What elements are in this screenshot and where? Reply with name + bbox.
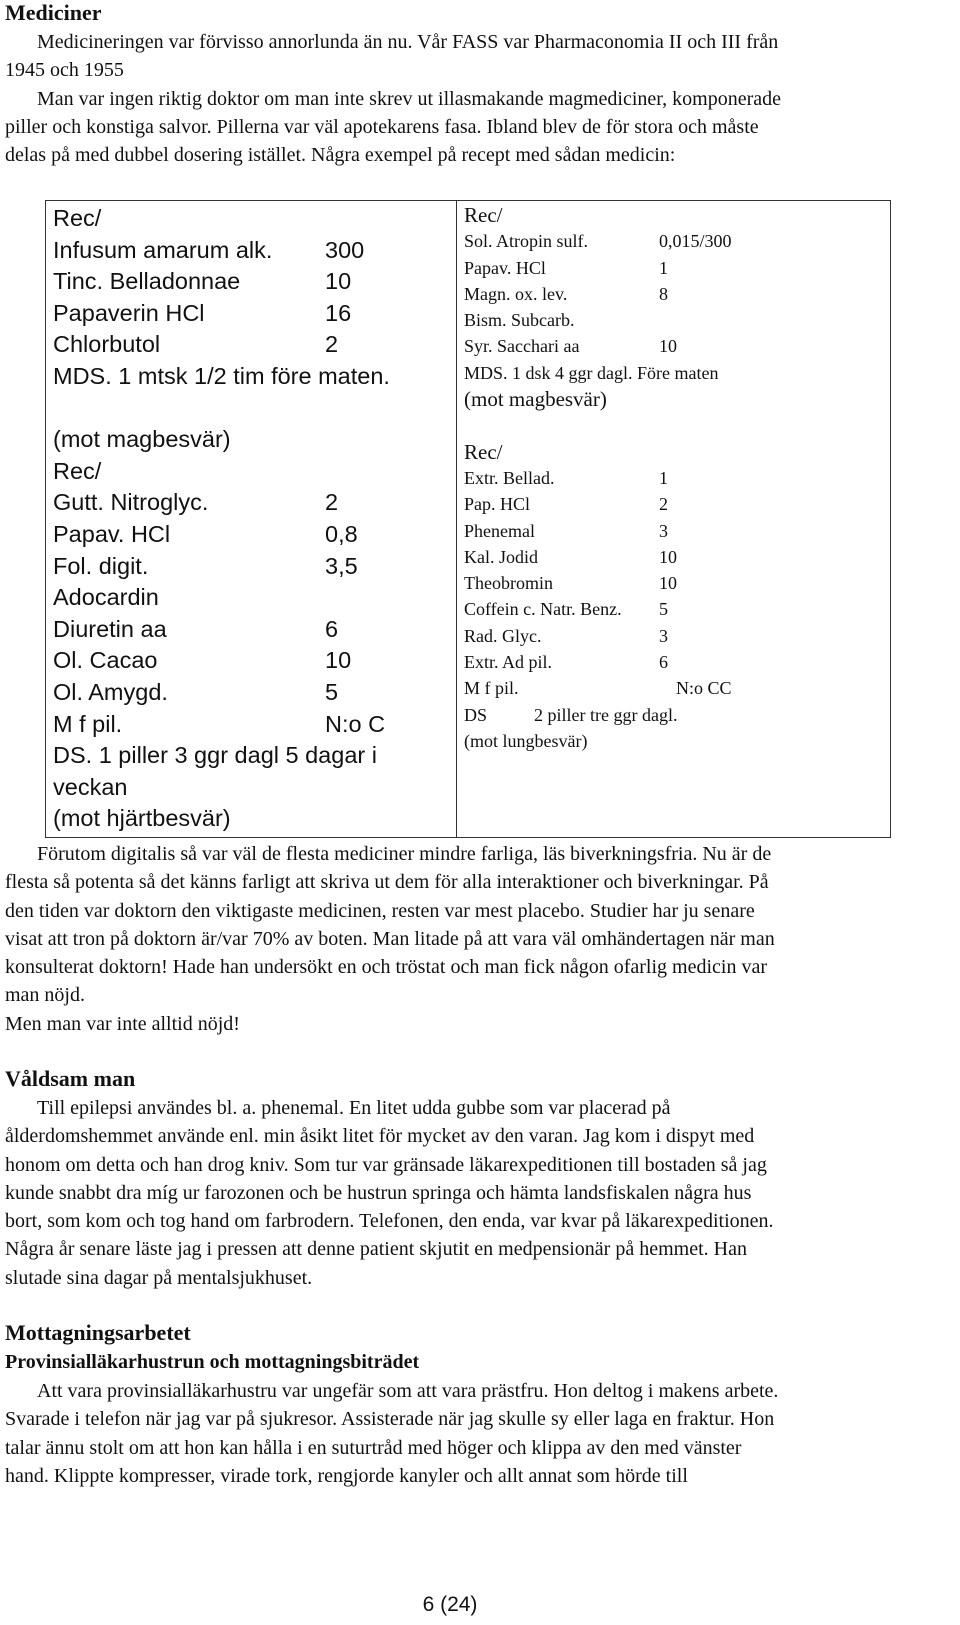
prescription-line	[46, 772, 456, 804]
text-line: delas på med dubbel dosering istället. Några exempel på recept med sådan medicin:	[5, 144, 676, 167]
prescription-item: Diuretin aa	[53, 615, 167, 642]
text-line: Några år senare läste jag i pressen att denne patient skjutit en medpensionär på hemmet. Han	[5, 1238, 747, 1261]
paragraph-intro	[5, 28, 955, 169]
text-line: honom om detta och han drog kniv. Som tur var gränsade läkarexpeditionen till bostaden så jag	[5, 1153, 767, 1176]
prescription-table	[45, 200, 891, 838]
prescription-line	[457, 544, 890, 570]
heading-mottagningsarbetet: Mottagningsarbetet	[5, 1320, 191, 1345]
prescription-line	[46, 709, 456, 741]
prescription-amount: 8	[659, 283, 668, 304]
prescription-line	[457, 333, 890, 359]
prescription-line	[457, 307, 890, 333]
text-line: kunde snabbt dra míg ur farozonen och be hustrun springa och hämta landsfiskalen några hus	[5, 1181, 752, 1204]
text-line: ålderdomshemmet använde enl. min åsikt litet för mycket av den varan. Jag kom i dispyt med	[5, 1125, 755, 1148]
prescription-amount: 5	[325, 678, 339, 705]
text-line: bort, som kom och tog hand om farbrodern. Telefonen, den enda, var kvar på läkarexpeditionen.	[5, 1210, 774, 1233]
prescription-amount: 0,015/300	[659, 231, 732, 252]
prescription-item: MDS. 1 dsk 4 ggr dagl. Före maten	[464, 362, 719, 383]
prescription-amount: 6	[325, 615, 339, 642]
prescription-line	[457, 439, 890, 465]
text-line: flesta så potenta så det känns farligt att skriva ut dem för alla interaktioner och biverkningar. På	[5, 871, 769, 894]
heading-mediciner: Mediciner	[5, 0, 102, 25]
prescription-item: Adocardin	[53, 584, 159, 611]
prescription-amount: 2	[325, 489, 339, 516]
prescription-item: Infusum amarum alk.	[53, 236, 273, 263]
prescription-amount: 10	[659, 546, 677, 567]
prescription-amount: 3	[659, 520, 668, 541]
prescription-line	[46, 235, 456, 267]
prescription-line	[46, 645, 456, 677]
text-line: Men man var inte alltid nöjd!	[5, 1012, 240, 1035]
prescription-line	[46, 740, 456, 772]
prescription-line	[46, 424, 456, 456]
prescription-item: Extr. Ad pil.	[464, 652, 553, 673]
prescription-line	[457, 702, 890, 728]
prescription-item: Chlorbutol	[53, 331, 161, 358]
text-line: Till epilepsi användes bl. a. phenemal. En litet udda gubbe som var placerad på	[37, 1097, 671, 1119]
text-line: slutade sina dagar på mentalsjukhuset.	[5, 1266, 313, 1289]
prescription-item: Rec/	[53, 205, 102, 231]
text-line: piller och konstiga salvor. Pillerna var väl apotekarens fasa. Ibland blev de för stora och måste	[5, 115, 759, 138]
prescription-item: M f pil.	[53, 710, 123, 737]
prescription-amount: 3	[659, 625, 668, 646]
prescription-item: Phenemal	[464, 520, 535, 541]
prescription-line	[46, 677, 456, 709]
prescription-item: Bism. Subcarb.	[464, 310, 575, 331]
prescription-line	[46, 803, 456, 835]
prescription-list-left	[46, 203, 456, 835]
prescription-line	[46, 614, 456, 646]
prescription-amount: 10	[325, 268, 352, 295]
prescription-line	[457, 465, 890, 491]
prescription-item: Extr. Bellad.	[464, 467, 555, 488]
prescription-line	[457, 596, 890, 622]
prescription-line	[457, 360, 890, 386]
prescription-line	[46, 487, 456, 519]
prescription-amount: 2	[659, 494, 668, 515]
prescription-item: Coffein c. Natr. Benz.	[464, 599, 622, 620]
prescription-amount: 10	[325, 647, 352, 674]
text-line: talar ännu stolt om att hon kan hålla i en suturtråd med höger och klippa av den med vänster	[5, 1436, 742, 1459]
heading-valdsam-man: Våldsam man	[5, 1066, 136, 1091]
prescription-line	[46, 582, 456, 614]
text-line: visat att tron på doktorn är/var 70% av boten. Man litade på att vara väl omhändertagen när man	[5, 927, 775, 950]
prescription-amount: 3,5	[325, 552, 358, 579]
text-line: Att vara provinsialläkarhustru var ungefär som att vara prästfru. Hon deltog i makens arbete.	[37, 1380, 779, 1402]
prescription-amount: 300	[325, 236, 365, 263]
prescription-line	[46, 298, 456, 330]
prescription-item: DS	[464, 704, 488, 725]
prescription-item: Papav. HCl	[53, 520, 171, 547]
prescription-item: M f pil.	[464, 678, 519, 699]
text-line: Medicineringen var förvisso annorlunda än nu. Vår FASS var Pharmaconomia II och III från	[37, 31, 779, 53]
prescription-line	[457, 570, 890, 596]
prescription-item: DS. 1 piller 3 ggr dagl 5 dagar i	[53, 742, 377, 769]
text-line: den tiden var doktorn den viktigaste medicinen, resten var mest placebo. Studier har ju senare	[5, 899, 755, 922]
text-line: Man var ingen riktig doktor om man inte skrev ut illasmakande magmediciner, komponerade	[37, 87, 781, 110]
prescription-item: (mot magbesvär)	[464, 387, 607, 412]
prescription-item: Papav. HCl	[464, 257, 546, 278]
prescription-item: (mot hjärtbesvär)	[53, 805, 231, 832]
text-line: hand. Klippte kompresser, virade tork, rengjorde kanyler och allt annat som hörde till	[5, 1464, 688, 1487]
prescription-line	[46, 393, 456, 425]
prescription-line	[457, 518, 890, 544]
prescription-amount: N:o C	[325, 710, 386, 737]
prescription-line	[457, 255, 890, 281]
prescriptions-left-cell	[46, 201, 457, 838]
prescription-line	[46, 456, 456, 488]
prescription-item: Magn. ox. lev.	[464, 283, 568, 304]
prescription-amount: 10	[659, 573, 677, 594]
prescription-line	[457, 623, 890, 649]
prescription-line	[457, 281, 890, 307]
prescription-amount: 6	[659, 652, 668, 673]
prescription-item	[53, 393, 60, 425]
subheading-provinsiallakarhustrun: Provinsialläkarhustrun och mottagningsbiträdet	[5, 1351, 420, 1373]
prescription-line	[457, 386, 890, 412]
prescription-item: Sol. Atropin sulf.	[464, 231, 589, 252]
prescription-amount: N:o CC	[676, 678, 732, 699]
prescription-item: Tinc. Belladonnae	[53, 268, 241, 295]
prescription-item: Rec/	[464, 203, 503, 227]
prescription-item: Syr. Sacchari aa	[464, 336, 580, 357]
paragraph-valdsam	[5, 1094, 955, 1292]
prescription-line	[46, 519, 456, 551]
prescription-amount: 16	[325, 299, 352, 326]
paragraph-digitalis	[5, 840, 955, 1038]
prescription-line	[457, 228, 890, 254]
prescription-line	[457, 728, 890, 754]
prescription-amount: 0,8	[325, 520, 358, 547]
prescription-list-right	[457, 202, 890, 754]
text-line: man nöjd.	[5, 984, 85, 1007]
page-number: 6 (24)	[422, 1593, 478, 1616]
prescription-item: (mot magbesvär)	[53, 426, 231, 453]
paragraph-mottagning	[5, 1377, 955, 1490]
prescription-item: Pap. HCl	[464, 494, 531, 515]
prescription-item: Ol. Amygd.	[53, 678, 168, 705]
prescription-amount: 1	[659, 467, 668, 488]
prescription-item	[464, 412, 469, 438]
prescription-line	[46, 203, 456, 235]
prescription-item: MDS. 1 mtsk 1/2 tim före maten.	[53, 362, 390, 389]
prescription-line	[46, 551, 456, 583]
prescription-item: veckan	[53, 773, 128, 800]
prescription-amount: 1	[659, 257, 668, 278]
prescription-line	[46, 361, 456, 393]
prescription-line	[457, 491, 890, 517]
prescription-item: (mot lungbesvär)	[464, 730, 588, 751]
prescription-item: Papaverin HCl	[53, 299, 205, 326]
prescription-line	[46, 266, 456, 298]
prescription-line	[457, 649, 890, 675]
prescription-item: Ol. Cacao	[53, 647, 158, 674]
prescription-item: Kal. Jodid	[464, 546, 538, 567]
prescription-item: Fol. digit.	[53, 552, 149, 579]
prescription-item: Rad. Glyc.	[464, 625, 542, 646]
prescription-amount: 5	[659, 599, 668, 620]
text-line: Förutom digitalis så var väl de flesta mediciner mindre farliga, läs biverkningsfria. Nu är de	[37, 843, 772, 865]
prescription-item: Theobromin	[464, 573, 553, 594]
text-line: Svarade i telefon när jag var på sjukresor. Assisterade när jag skulle sy eller laga en fraktur. Hon	[5, 1408, 775, 1431]
text-line: 1945 och 1955	[5, 59, 124, 82]
prescription-item: Rec/	[464, 439, 503, 464]
prescription-item: Gutt. Nitroglyc.	[53, 489, 209, 516]
prescription-amount: 2 piller tre ggr dagl.	[534, 704, 678, 725]
prescription-line	[457, 202, 890, 228]
prescription-line	[457, 675, 890, 701]
prescription-amount: 2	[325, 331, 339, 358]
prescription-line	[457, 412, 890, 438]
prescription-item: Rec/	[53, 457, 102, 484]
prescriptions-right-cell	[457, 201, 891, 838]
prescription-line	[46, 329, 456, 361]
text-line: konsulterat doktorn! Hade han undersökt en och tröstat och man fick någon ofarlig medicin var	[5, 956, 767, 979]
prescription-amount: 10	[659, 336, 677, 357]
